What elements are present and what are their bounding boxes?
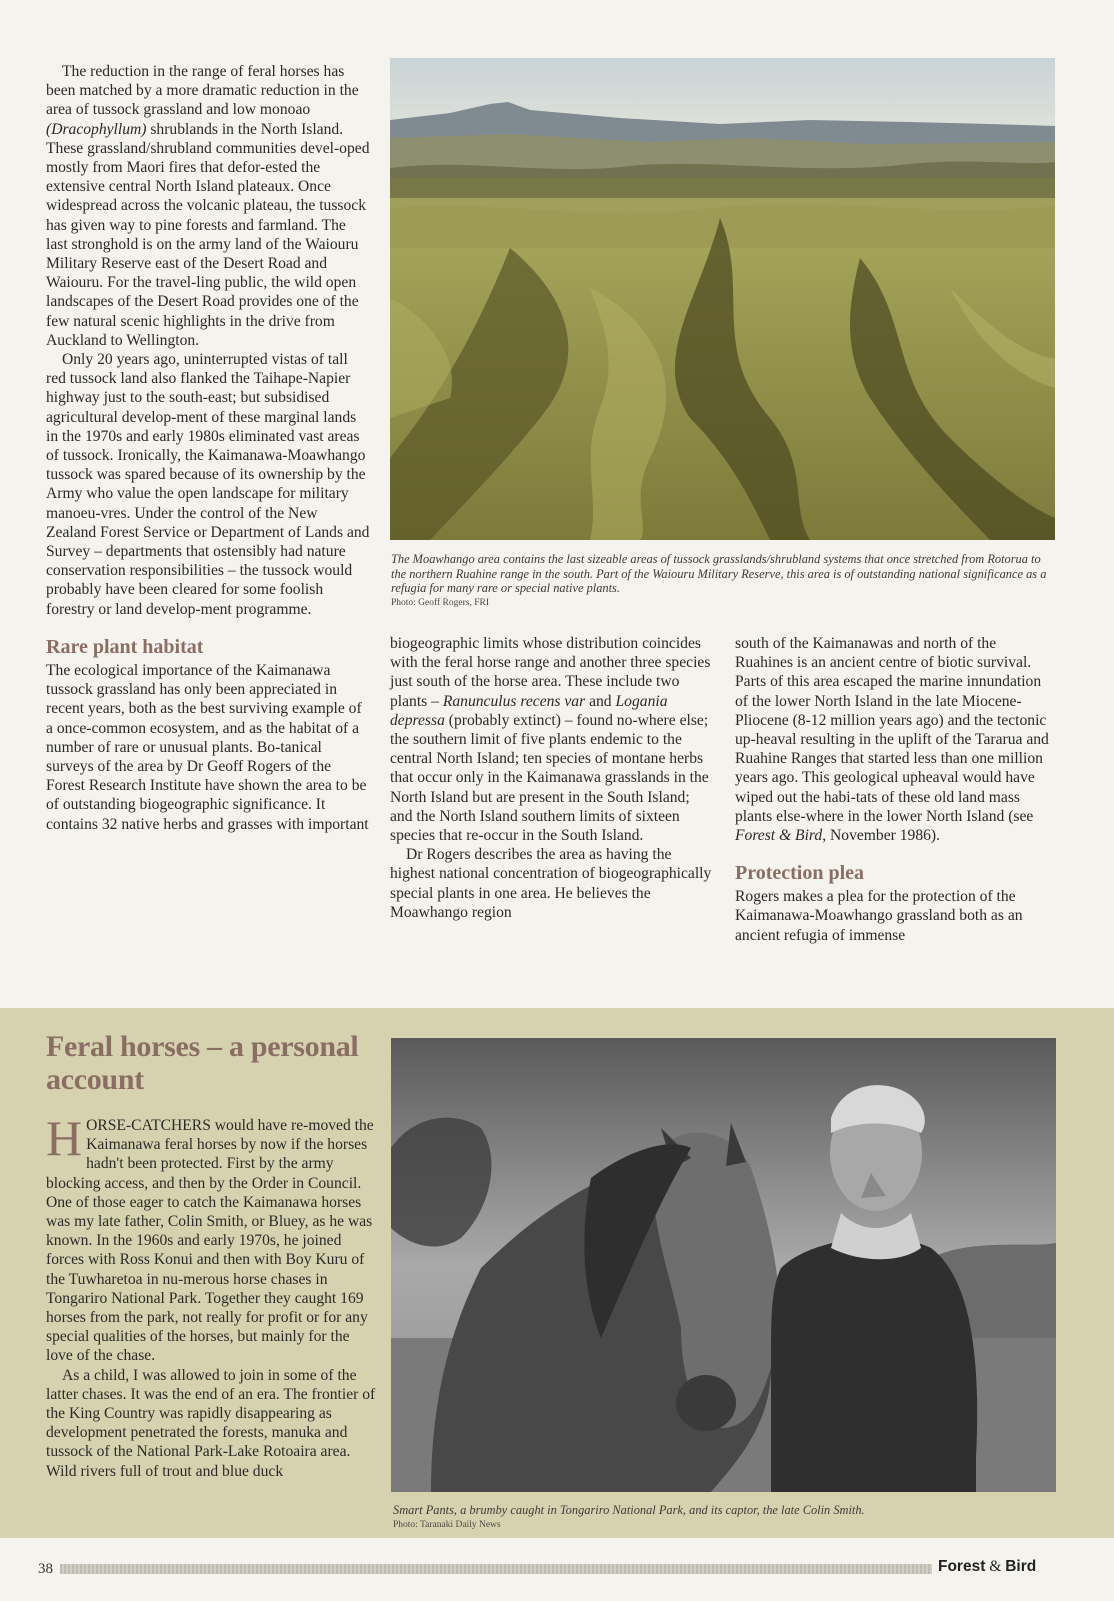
right-paragraph-2: Rogers makes a plea for the protection of the Kaimanawa-Moawhango grassland both as an ancient refugia of immense <box>735 888 1023 944</box>
feature-paragraph-1 <box>46 1110 376 1366</box>
text-run: , November 1986). <box>822 827 941 845</box>
magazine-name-part: Forest <box>938 1558 986 1575</box>
left-paragraph-1 <box>46 62 370 350</box>
feature-box-title: Feral horses – a personal account <box>46 1030 359 1096</box>
photo-credit: Photo: Geoff Rogers, FRI <box>391 597 489 608</box>
left-paragraph-3: The ecological importance of the Kaimanawa tussock grassland has only been appreciated in recent years, both as the best surviving example of a once-common ecosystem, and as the habitat of a number of rare or unusual plants. Bo-tanical surveys of the area by Dr Geoff Rogers of the Forest Research Institute have shown the area to be of outstanding biogeographic significance. It contains 32 native herbs and grasses with important <box>46 661 369 833</box>
italic-run: Forest & Bird <box>735 827 823 845</box>
horse-and-man-illustration <box>391 1038 1056 1492</box>
right-paragraph-1 <box>735 634 1057 845</box>
italic-run: (Dracophyllum) <box>46 120 147 138</box>
ampersand: & <box>985 1558 1006 1575</box>
italic-run: Logania depressa <box>390 692 668 729</box>
footer-rule <box>60 1564 932 1574</box>
page-number: 38 <box>38 1561 53 1577</box>
middle-paragraph-2: Dr Rogers describes the area as having the highest national concentration of biogeographically special plants in one area. He believes the Moawhango region <box>390 846 712 921</box>
caption-text: The Moawhango area contains the last sizeable areas of tussock grasslands/shrubland systems that once stretched from Rotorua to the northern Ruahine range in the south. Part of the Waiouru Military Reserve, this area is of outstanding national significance as a refugia for many rare or special native plants. <box>391 552 1047 596</box>
right-column <box>735 634 1057 945</box>
photo-credit: Photo: Taranaki Daily News <box>393 1520 501 1530</box>
magazine-name <box>938 1558 1036 1576</box>
text-run: The reduction in the range of feral horses has been matched by a more dramatic reduction in the area of tussock grassland and low monoao <box>46 63 359 119</box>
text-run: would have re-moved the Kaimanawa feral horses by now if the horses hadn't been protected. First by the army blocking access, and then by the Order in Council. One of those eager to catch the Kaimanawa horses was my late father, Colin Smith, or Bluey, as he was known. In the 1960s and early 1970s, he joined forces with Ross Konui and then with Boy Kuru of the Tuwharetoa in nu-merous horse chases in Tongariro National Park. Together they caught 169 horses from the park, not really for profit or for any special qualities of the horses, but mainly for the love of the chase. <box>46 1117 374 1365</box>
text-run: south of the Kaimanawas and north of the Ruahines is an ancient centre of biotic survival. Parts of this area escaped the marine innundation of the lower North Island in the late Miocene-Pliocene (8-12 million years ago) and the tectonic up-heaval resulting in the uplift of the Tararua and Ruahine Ranges that started less than one million years ago. This geological upheaval would have wiped out the habi-tats of these old land mass plants else-where in the lower North Island (see <box>735 635 1049 825</box>
landscape-photo <box>390 58 1055 540</box>
magazine-name-part: Bird <box>1005 1558 1037 1575</box>
italic-run: Ranunculus recens var <box>442 692 586 710</box>
text-run: biogeographic limits whose distribution coincides with the feral horse range and another three species just south of the horse area. These include two plants – <box>390 635 711 710</box>
left-column <box>46 62 370 834</box>
heading-rare-plant-habitat: Rare plant habitat <box>46 635 204 658</box>
small-caps-run: ORSE-CATCHERS <box>86 1117 211 1134</box>
text-run: (probably extinct) – found no-where else; the southern limit of five plants endemic to the central North Island; ten species of montane herbs that occur only in the Kaimanawa grasslands in the North Island but are present in the South Island; and the North Island southern limits of sixteen species that re-occur in the South Island. <box>390 711 709 845</box>
middle-paragraph-1 <box>390 634 716 845</box>
horse-photo <box>391 1038 1056 1492</box>
landscape-illustration <box>390 58 1055 540</box>
caption-text: Smart Pants, a brumby caught in Tongariro National Park, and its captor, the late Colin Smith. <box>393 1503 865 1517</box>
heading-protection-plea: Protection plea <box>735 862 865 885</box>
left-paragraph-2: Only 20 years ago, uninterrupted vistas of tall red tussock land also flanked the Taihape-Napier highway just to the south-east; but subsidised agricultural develop-ment of these marginal lands in the 1970s and early 1980s eliminated vast areas of tussock. Ironically, the Kaimanawa-Moawhango tussock was spared because of its ownership by the Army who value the open landscape for military manoeu-vres. Under the control of the New Zealand Forest Service or Department of Lands and Survey – departments that ostensibly had nature conservation responsibilities – the tussock would probably have been cleared for some foolish forestry or land develop-ment programme. <box>46 351 370 618</box>
text-run: shrublands in the North Island. These grassland/shrubland communities devel-oped mostly from Maori fires that defor-ested the extensive central North Island plateaux. Once widespread across the volcanic plateau, the tussock has given way to pine forests and farmland. The last stronghold is on the army land of the Waiouru Military Reserve east of the Desert Road and Waiouru. For the travel-ling public, the wild open landscapes of the Desert Road provides one of the few natural scenic highlights in the drive from Auckland to Wellington. <box>46 120 370 349</box>
middle-column <box>390 634 716 922</box>
text-run: and <box>585 692 616 710</box>
drop-cap: H <box>46 1110 83 1166</box>
feature-box-text <box>46 1110 376 1481</box>
landscape-photo-caption <box>391 552 1056 610</box>
horse-photo-caption <box>393 1503 1058 1532</box>
feature-paragraph-2: As a child, I was allowed to join in some of the latter chases. It was the end of an era. The frontier of the King Country was rapidly disappearing as development penetrated the forests, manuka and tussock of the National Park-Lake Rotoaira area. Wild rivers full of trout and blue duck <box>46 1366 376 1480</box>
